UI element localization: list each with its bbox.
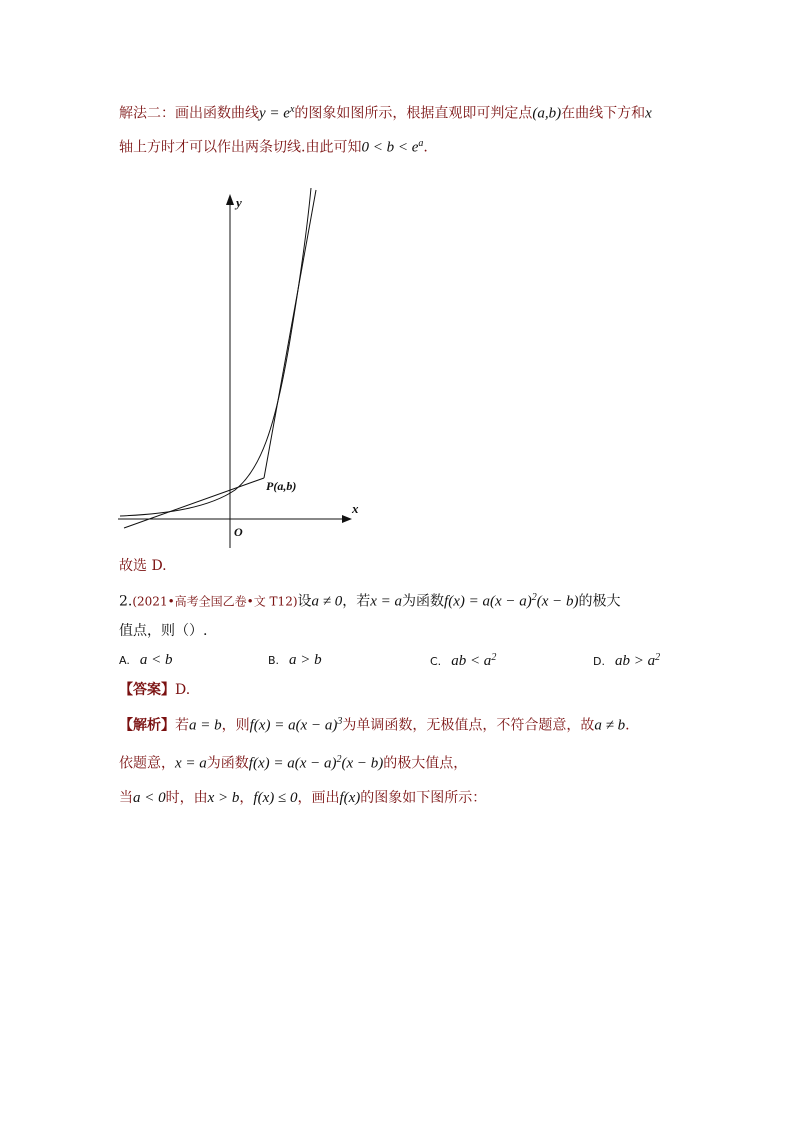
problem2-number: 2. (119, 593, 133, 610)
problem2-cond2: x = a (370, 593, 403, 610)
analysis-neq: a ≠ b (594, 717, 626, 734)
x-label: x (352, 501, 359, 516)
option-d-label: D. (593, 655, 605, 668)
analysis-line3-fx: f(x) (339, 790, 361, 806)
analysis-line3-expr: f(x) ≤ 0 (253, 790, 298, 806)
analysis-cube: 3 (337, 716, 343, 727)
option-c-expr: ab < a (451, 653, 492, 669)
method2-func: y = e (259, 105, 290, 122)
option-b (268, 652, 322, 669)
analysis-line3-e: 的图象如下图所示： (360, 790, 487, 806)
method2-period: . (423, 139, 428, 156)
analysis-line3-cond2: x > b (207, 790, 240, 806)
analysis-line3-cond: a < 0 (133, 790, 166, 806)
method2-line2 (119, 134, 428, 158)
problem2-sq: 2 (531, 592, 537, 603)
problem2-as-func: 为函数 (402, 593, 445, 610)
tangent-line-2 (264, 190, 316, 478)
origin-label: O (234, 525, 243, 539)
analysis-line3-b: 时，由 (165, 790, 208, 806)
method2-line2-text: 轴上方时才可以作出两条切线.由此可知 (119, 139, 362, 156)
answer-line (119, 680, 190, 700)
problem2-lead: 设 (297, 593, 312, 610)
analysis-line2-cond: x = a (175, 755, 207, 772)
method2-point: (a,b) (532, 105, 562, 122)
option-c-sup: 2 (491, 652, 497, 663)
method2-ineq-sup: a (418, 138, 424, 149)
problem2-func-expr: f(x) = a(x − a) (444, 593, 532, 610)
analysis-if: 若 (175, 717, 189, 734)
method2-prefix: 解法二：画出函数曲线 (119, 105, 259, 122)
method2-x-axis: x (645, 105, 652, 122)
analysis-line2-expr: f(x) = a(x − a) (248, 755, 337, 772)
problem2-source: (2021•高考全国乙卷•文 T12) (132, 594, 298, 609)
analysis-line3 (119, 788, 486, 808)
analysis-cond: a = b (189, 717, 222, 734)
analysis-expr: f(x) = a(x − a) (249, 717, 338, 734)
analysis-line2-a: 依题意， (119, 755, 175, 772)
analysis-then: ，则 (221, 717, 250, 734)
problem2-line2: 值点，则（）. (119, 623, 208, 639)
y-axis-arrow (226, 194, 234, 205)
option-c-label: C. (430, 655, 442, 668)
answer-choice-line: 故选 D. (119, 558, 167, 574)
analysis-line3-a: 当 (119, 790, 133, 806)
answer-value: D. (175, 682, 191, 698)
option-a (119, 652, 172, 669)
analysis-line2-b: 为函数 (206, 755, 249, 772)
analysis-rest: 为单调函数，无极值点，不符合题意，故 (342, 717, 595, 734)
y-label: y (236, 195, 242, 210)
option-c (430, 652, 496, 670)
point-label: P(a,b) (266, 479, 297, 493)
analysis-line2 (119, 750, 467, 774)
method2-mid: 的图象如图所示，根据直观即可判定点 (294, 105, 533, 122)
x-axis-arrow (342, 515, 352, 523)
analysis-line1 (119, 712, 630, 736)
method2-tail: 在曲线下方和 (561, 105, 646, 122)
method2-ineq: 0 < b < e (361, 139, 419, 156)
analysis-line3-c: ， (239, 790, 254, 806)
problem2-func-expr2: (x − b) (536, 593, 579, 610)
analysis-tag: 【解析】 (119, 717, 175, 734)
analysis-line2-expr2: (x − b) (341, 755, 384, 772)
option-b-expr: a > b (289, 652, 322, 668)
analysis-line2-c: 的极大值点， (383, 755, 468, 772)
exp-curve-graph (110, 180, 370, 555)
option-d (593, 652, 660, 670)
exp-curve (120, 188, 311, 516)
option-d-sup: 2 (655, 652, 661, 663)
tangent-line-1 (124, 478, 264, 528)
option-a-label: A. (119, 654, 130, 667)
problem2-of-max: 的极大 (578, 593, 621, 610)
answer-tag: 【答案】 (119, 682, 175, 698)
problem2-cond1: a ≠ 0 (311, 593, 343, 610)
option-a-expr: a < b (139, 652, 173, 668)
analysis-line3-d: ，画出 (297, 790, 340, 806)
analysis-line2-sq: 2 (336, 754, 342, 765)
option-b-label: B. (268, 654, 280, 667)
method2-func-sup: x (289, 104, 295, 115)
problem2-comma: ，若 (342, 593, 371, 610)
analysis-end: . (625, 717, 630, 734)
method2-line1 (119, 100, 652, 124)
problem2-line1 (119, 588, 621, 612)
option-d-expr: ab > a (614, 653, 656, 669)
